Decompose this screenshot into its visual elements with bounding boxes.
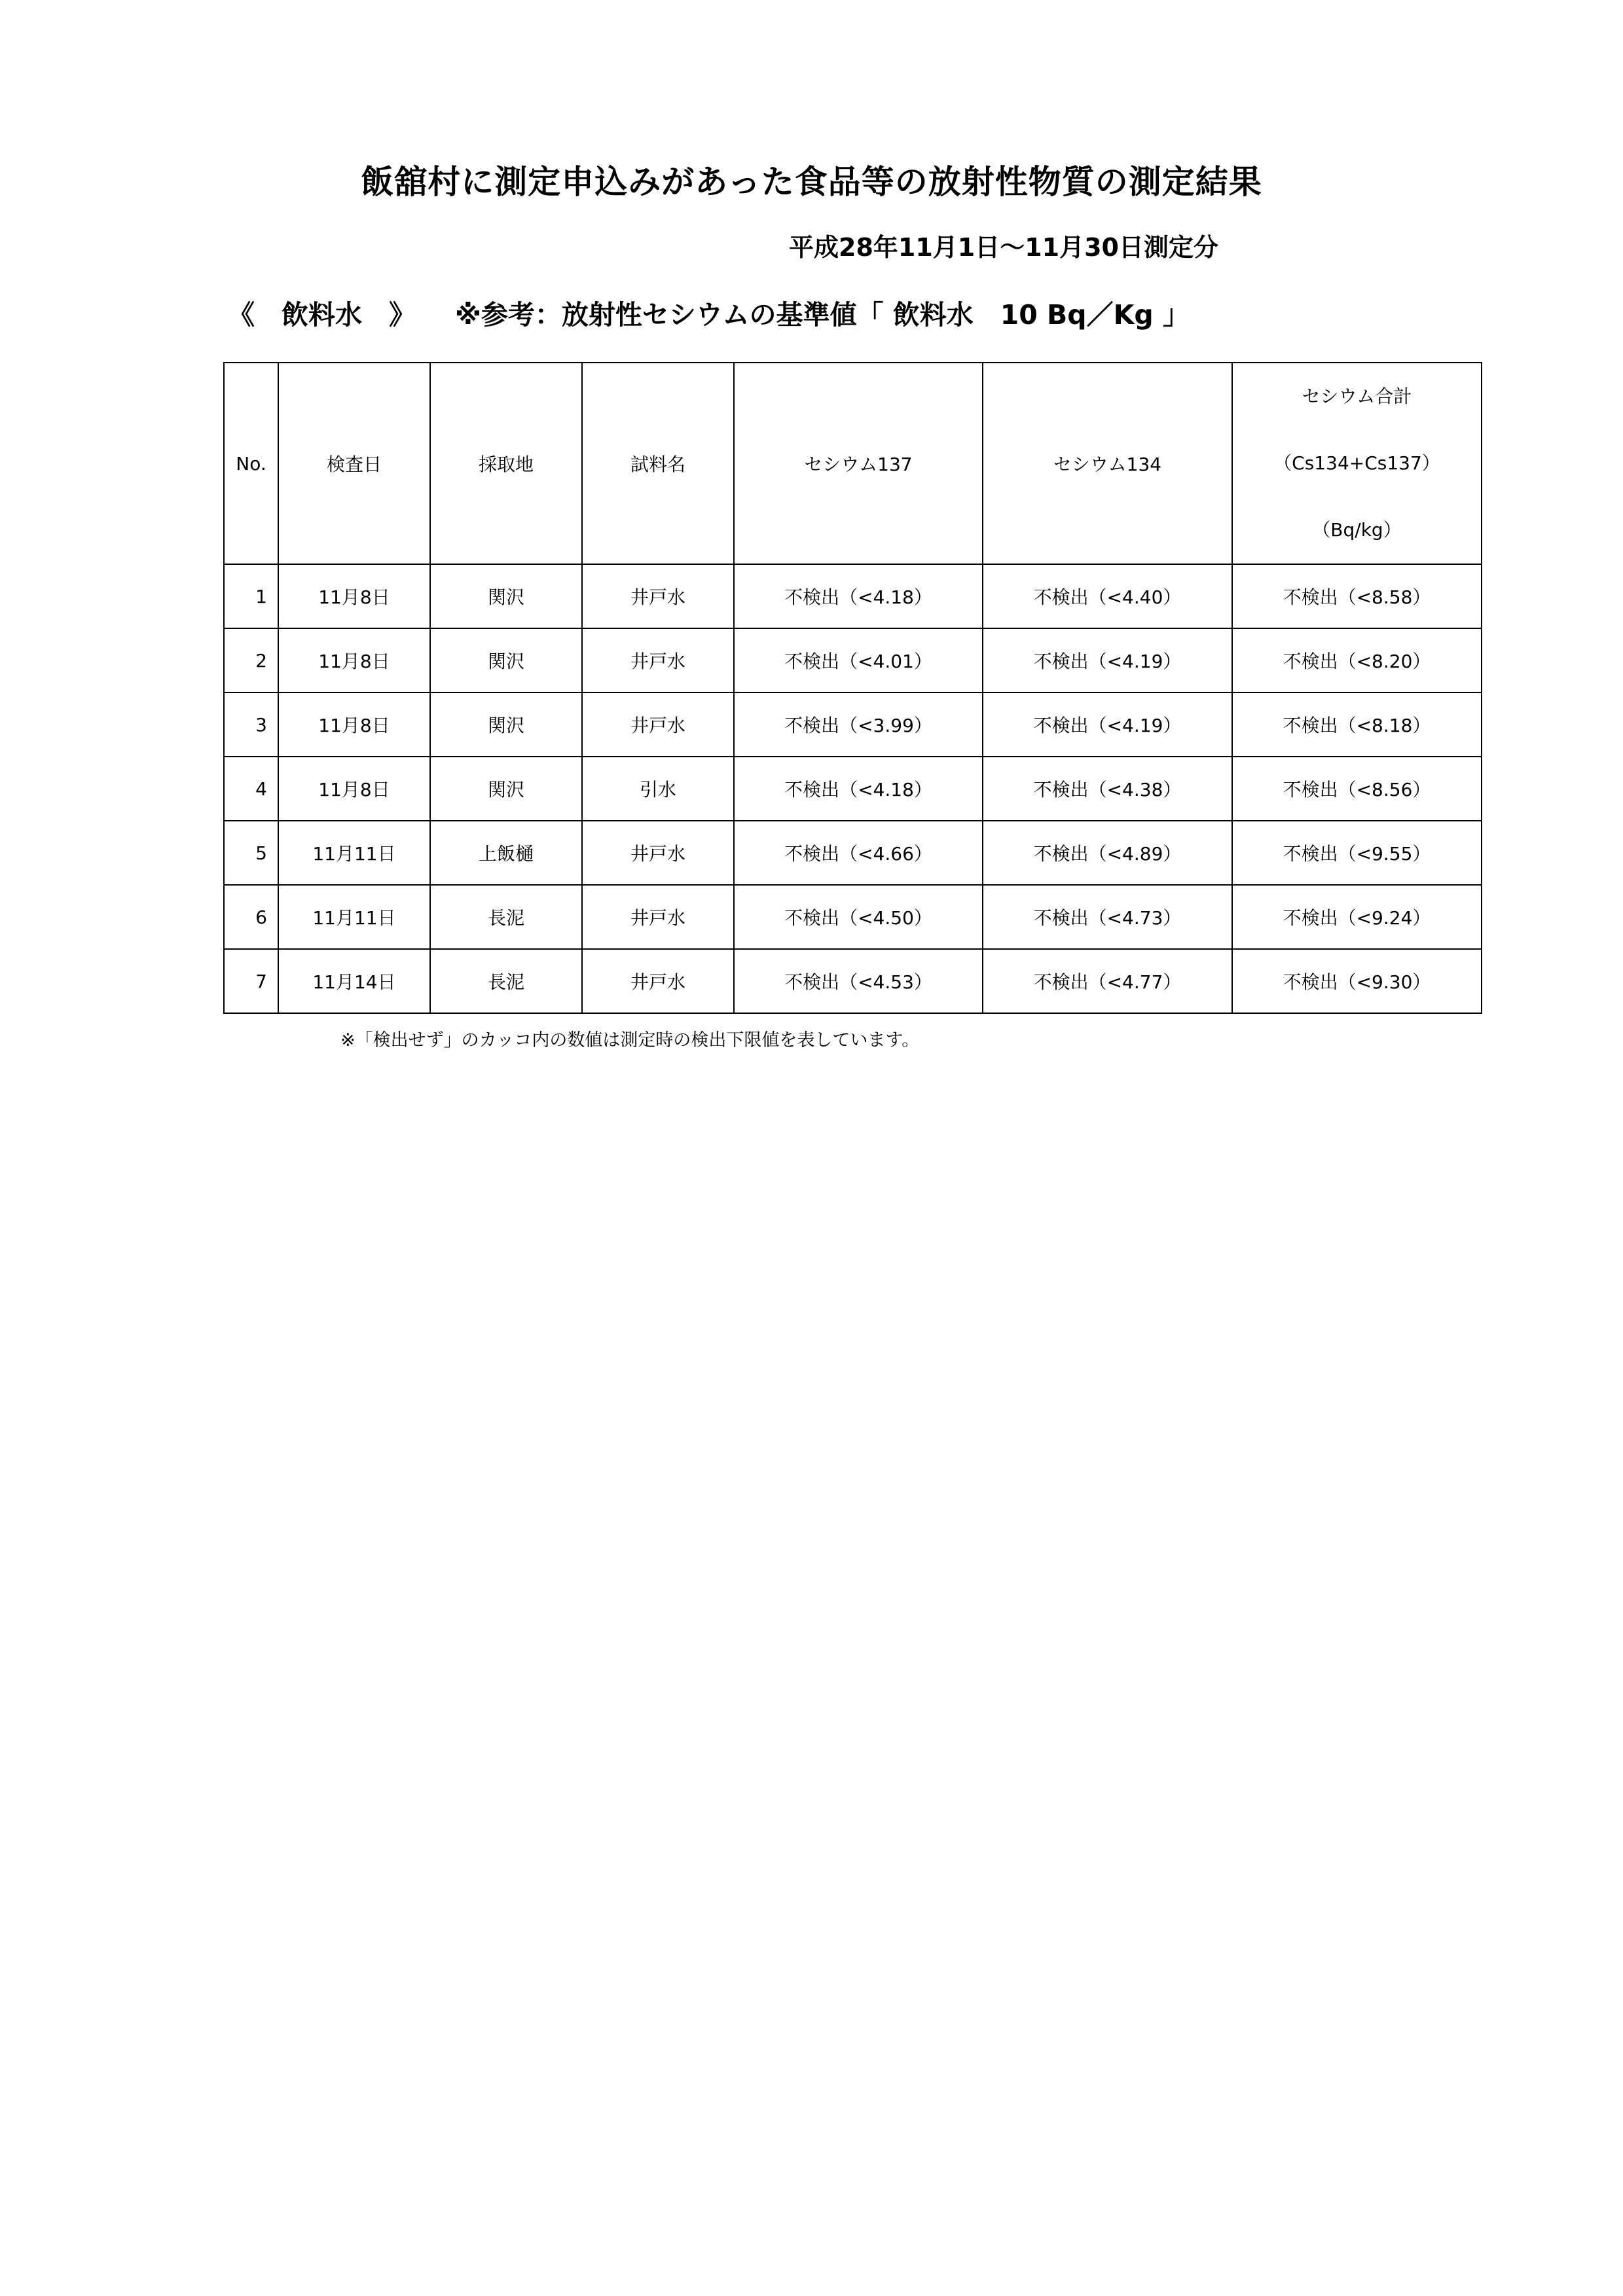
cell-place: 関沢 xyxy=(430,564,582,628)
cell-sample: 井戸水 xyxy=(582,821,734,885)
cell-cs137: 不検出（<4.01） xyxy=(734,628,983,692)
header-sample: 試料名 xyxy=(582,363,734,564)
results-table xyxy=(223,362,1482,1014)
cell-no: 3 xyxy=(224,692,278,757)
table-row xyxy=(224,628,1482,692)
page-title: 飯舘村に測定申込みがあった食品等の放射性物質の測定結果 xyxy=(361,163,1262,201)
header-total-line2: （Cs134+Cs137） xyxy=(1273,452,1440,474)
header-place: 採取地 xyxy=(430,363,582,564)
table-row xyxy=(224,564,1482,628)
cell-sample: 井戸水 xyxy=(582,692,734,757)
cell-total: 不検出（<9.30） xyxy=(1232,949,1482,1013)
table-row xyxy=(224,949,1482,1013)
cell-total: 不検出（<8.20） xyxy=(1232,628,1482,692)
header-date: 検査日 xyxy=(278,363,430,564)
cell-cs134: 不検出（<4.40） xyxy=(983,564,1232,628)
cell-cs134: 不検出（<4.38） xyxy=(983,757,1232,821)
cell-cs134: 不検出（<4.73） xyxy=(983,885,1232,949)
cell-no: 5 xyxy=(224,821,278,885)
table-row xyxy=(224,692,1482,757)
cell-no: 1 xyxy=(224,564,278,628)
section-category: 《 飲料水 》 xyxy=(228,299,416,331)
reference-standard: ※参考：放射性セシウムの基準値「 飲料水 10 Bq／Kg 」 xyxy=(455,299,1190,331)
cell-date: 11月14日 xyxy=(278,949,430,1013)
cell-sample: 井戸水 xyxy=(582,949,734,1013)
cell-date: 11月8日 xyxy=(278,564,430,628)
cell-place: 上飯樋 xyxy=(430,821,582,885)
cell-total: 不検出（<8.58） xyxy=(1232,564,1482,628)
cell-no: 7 xyxy=(224,949,278,1013)
header-no: No. xyxy=(224,363,278,564)
cell-no: 4 xyxy=(224,757,278,821)
table-header-row xyxy=(224,363,1482,564)
cell-cs134: 不検出（<4.77） xyxy=(983,949,1232,1013)
cell-cs137: 不検出（<4.66） xyxy=(734,821,983,885)
header-total-line3: （Bq/kg） xyxy=(1312,519,1402,541)
section-heading xyxy=(228,293,1190,332)
cell-date: 11月8日 xyxy=(278,628,430,692)
cell-no: 2 xyxy=(224,628,278,692)
cell-sample: 引水 xyxy=(582,757,734,821)
cell-place: 関沢 xyxy=(430,628,582,692)
cell-date: 11月8日 xyxy=(278,692,430,757)
cell-total: 不検出（<9.24） xyxy=(1232,885,1482,949)
cell-date: 11月11日 xyxy=(278,821,430,885)
table-row xyxy=(224,757,1482,821)
cell-cs137: 不検出（<4.53） xyxy=(734,949,983,1013)
cell-cs134: 不検出（<4.19） xyxy=(983,628,1232,692)
cell-cs134: 不検出（<4.19） xyxy=(983,692,1232,757)
cell-cs137: 不検出（<4.18） xyxy=(734,564,983,628)
header-total xyxy=(1232,363,1482,564)
header-cs137: セシウム137 xyxy=(734,363,983,564)
cell-total: 不検出（<9.55） xyxy=(1232,821,1482,885)
cell-place: 長泥 xyxy=(430,949,582,1013)
cell-no: 6 xyxy=(224,885,278,949)
cell-total: 不検出（<8.56） xyxy=(1232,757,1482,821)
cell-date: 11月8日 xyxy=(278,757,430,821)
cell-cs137: 不検出（<4.18） xyxy=(734,757,983,821)
table-row xyxy=(224,885,1482,949)
measurement-period: 平成28年11月1日～11月30日測定分 xyxy=(789,233,1218,262)
cell-place: 関沢 xyxy=(430,692,582,757)
cell-sample: 井戸水 xyxy=(582,628,734,692)
cell-cs134: 不検出（<4.89） xyxy=(983,821,1232,885)
header-total-line1: セシウム合計 xyxy=(1302,386,1412,407)
cell-sample: 井戸水 xyxy=(582,564,734,628)
footnote: ※「検出せず」のカッコ内の数値は測定時の検出下限値を表しています。 xyxy=(340,1030,920,1050)
cell-total: 不検出（<8.18） xyxy=(1232,692,1482,757)
cell-cs137: 不検出（<3.99） xyxy=(734,692,983,757)
header-cs134: セシウム134 xyxy=(983,363,1232,564)
cell-date: 11月11日 xyxy=(278,885,430,949)
cell-sample: 井戸水 xyxy=(582,885,734,949)
table-row xyxy=(224,821,1482,885)
cell-cs137: 不検出（<4.50） xyxy=(734,885,983,949)
cell-place: 関沢 xyxy=(430,757,582,821)
cell-place: 長泥 xyxy=(430,885,582,949)
